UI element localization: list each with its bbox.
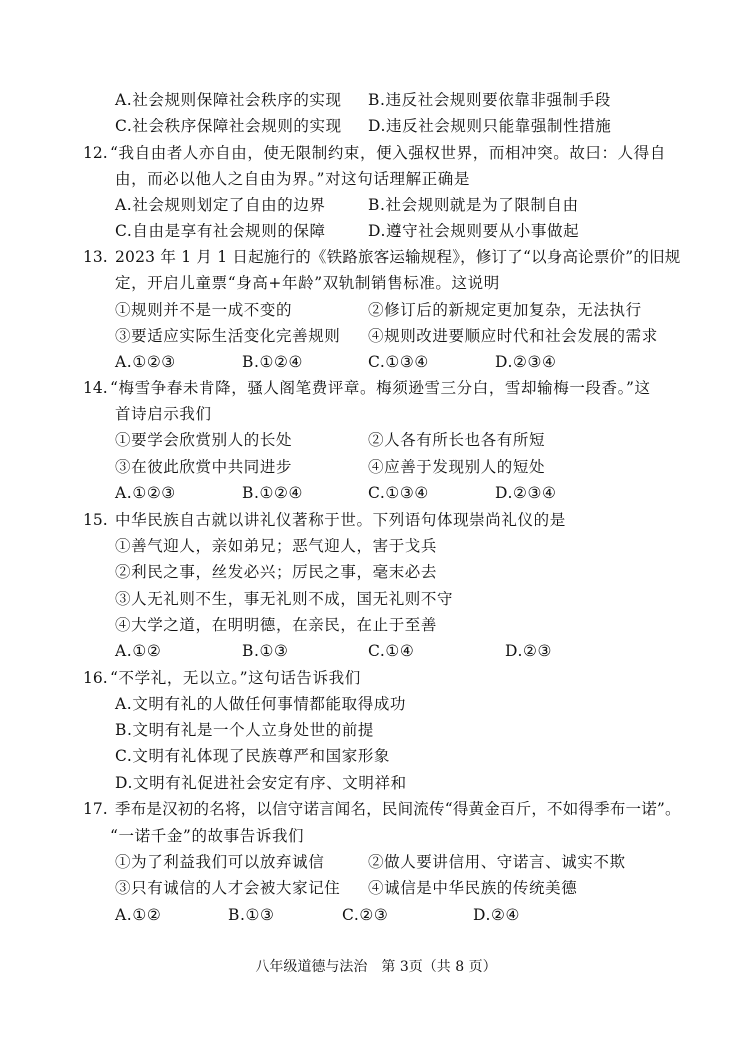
q13-stem-line-1: 2023 年 1 月 1 日起施行的《铁路旅客运输规程》，修订了“以身高论票价”的旧规 — [115, 248, 681, 266]
q17-stem-line-1: 季布是汉初的名将，以信守诺言闻名，民间流传“得黄金百斤，不如得季布一诺”。 — [115, 800, 681, 818]
q15-number: 15. — [83, 511, 108, 529]
q15-option-d: D.②③ — [505, 642, 552, 660]
q12-stem-line-1: “我自由者人亦自由，使无限制约束，便入强权世界，而相冲突。故曰：人得自 — [110, 144, 666, 162]
q14-statement-1: ①要学会欣赏别人的长处 — [115, 431, 293, 449]
q11-option-c: C.社会秩序保障社会规则的实现 — [115, 117, 342, 135]
q14-number: 14. — [83, 379, 108, 397]
q12-stem-line-2: 由，而必以他人之自由为界。”对这句话理解正确是 — [115, 170, 470, 188]
q11-option-b: B.违反社会规则要依靠非强制手段 — [368, 91, 611, 109]
q17-statement-2: ②做人要讲信用、守诺言、诚实不欺 — [368, 853, 626, 871]
q17-statement-4: ④诚信是中华民族的传统美德 — [368, 879, 578, 897]
q11-option-a: A.社会规则保障社会秩序的实现 — [115, 91, 342, 109]
q13-option-a: A.①②③ — [115, 353, 176, 371]
q13-option-c: C.①③④ — [368, 353, 429, 371]
q14-stem-line-1: “梅雪争春未肯降，骚人阁笔费评章。梅须逊雪三分白，雪却输梅一段香。”这 — [110, 379, 651, 397]
q17-option-a: A.①② — [115, 906, 162, 924]
q13-statement-2: ②修订后的新规定更加复杂，无法执行 — [368, 301, 642, 319]
q11-option-d: D.违反社会规则只能靠强制性措施 — [368, 117, 612, 135]
q14-stem-line-2: 首诗启示我们 — [115, 405, 212, 423]
q16-option-d: D.文明有礼促进社会安定有序、文明祥和 — [115, 774, 407, 792]
q17-option-d: D.②④ — [473, 906, 520, 924]
q12-number: 12. — [83, 144, 108, 162]
q16-option-c: C.文明有礼体现了民族尊严和国家形象 — [115, 747, 391, 765]
q14-statement-4: ④应善于发现别人的短处 — [368, 458, 546, 476]
q14-option-b: B.①②④ — [242, 484, 304, 502]
q17-statement-3: ③只有诚信的人才会被大家记住 — [115, 879, 341, 897]
q17-statement-1: ①为了利益我们可以放弃诚信 — [115, 853, 325, 871]
q15-option-a: A.①② — [115, 642, 162, 660]
q13-stem-line-2: 定，开启儿童票“身高+年龄”双轨制销售标准。这说明 — [115, 274, 500, 292]
q15-option-b: B.①③ — [242, 642, 289, 660]
q13-statement-3: ③要适应实际生活变化完善规则 — [115, 327, 341, 345]
q15-statement-4: ④大学之道，在明明德，在亲民，在止于至善 — [115, 616, 438, 634]
q13-option-b: B.①②④ — [242, 353, 304, 371]
q14-option-c: C.①③④ — [368, 484, 429, 502]
q14-option-d: D.②③④ — [495, 484, 557, 502]
q14-statement-3: ③在彼此欣赏中共同进步 — [115, 458, 293, 476]
q15-stem-line-1: 中华民族自古就以讲礼仪著称于世。下列语句体现崇尚礼仪的是 — [115, 511, 566, 529]
q13-option-d: D.②③④ — [495, 353, 557, 371]
page-footer: 八年级道德与法治 第 3页（共 8 页） — [255, 959, 497, 975]
q13-number: 13. — [83, 248, 108, 266]
q17-option-b: B.①③ — [228, 906, 275, 924]
q15-statement-1: ①善气迎人，亲如弟兄；恶气迎人，害于戈兵 — [115, 537, 438, 555]
q17-option-c: C.②③ — [342, 906, 389, 924]
q12-option-d: D.遵守社会规则要从小事做起 — [368, 222, 580, 240]
q14-option-a: A.①②③ — [115, 484, 176, 502]
q12-option-b: B.社会规则就是为了限制自由 — [368, 196, 579, 214]
q16-option-a: A.文明有礼的人做任何事情都能取得成功 — [115, 695, 407, 713]
q15-statement-2: ②利民之事，丝发必兴；厉民之事，毫末必去 — [115, 563, 438, 581]
q17-stem-line-2: “一诺千金”的故事告诉我们 — [110, 827, 305, 845]
q14-statement-2: ②人各有所长也各有所短 — [368, 431, 546, 449]
q16-number: 16. — [83, 669, 108, 687]
q13-statement-1: ①规则并不是一成不变的 — [115, 301, 293, 319]
q12-option-c: C.自由是享有社会规则的保障 — [115, 222, 326, 240]
q13-statement-4: ④规则改进要顺应时代和社会发展的需求 — [368, 327, 658, 345]
q12-option-a: A.社会规则划定了自由的边界 — [115, 196, 326, 214]
q16-option-b: B.文明有礼是一个人立身处世的前提 — [115, 721, 375, 739]
q16-stem-line-1: “不学礼，无以立。”这句话告诉我们 — [110, 669, 361, 687]
q15-option-c: C.①④ — [368, 642, 415, 660]
q15-statement-3: ③人无礼则不生，事无礼则不成，国无礼则不守 — [115, 590, 454, 608]
q17-number: 17. — [83, 800, 108, 818]
